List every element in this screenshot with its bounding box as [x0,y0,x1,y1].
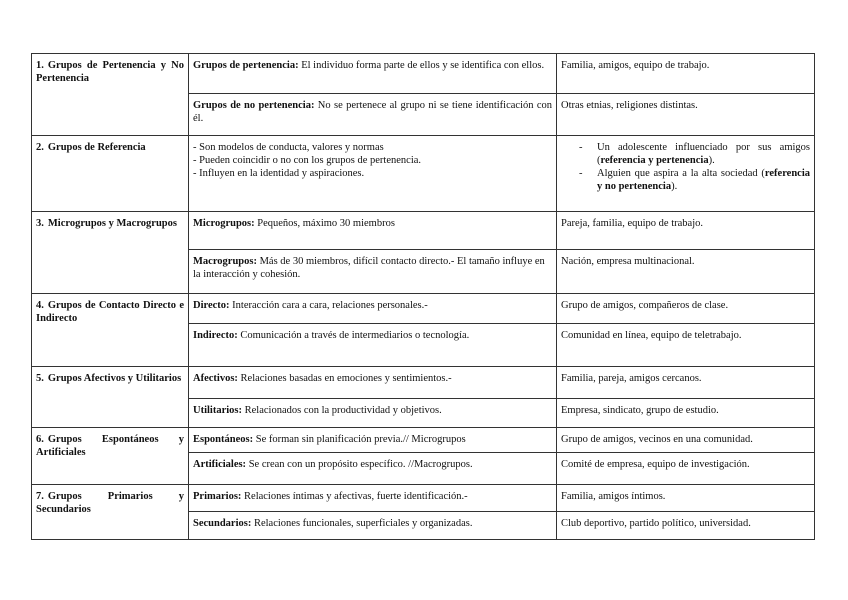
definition-cell: - Son modelos de conducta, valores y normas - Pueden coincidir o no con los grupos de pertenencia. - Influyen en la identidad y aspiraciones. [189,136,557,212]
definition-cell: Utilitarios: Relacionados con la productividad y objetivos. [189,399,557,428]
example-cell: Comunidad en línea, equipo de teletrabajo. [557,324,815,367]
definition-cell: Directo: Interacción cara a cara, relaciones personales.- [189,294,557,324]
table-row [32,294,815,324]
example-cell: Nación, empresa multinacional. [557,250,815,294]
example-cell: Familia, amigos, equipo de trabajo. [557,54,815,94]
category-cell: 4. Grupos de Contacto Directo e Indirecto [32,294,189,367]
example-cell: Familia, amigos íntimos. [557,485,815,512]
example-cell: Otras etnias, religiones distintas. [557,94,815,136]
category-cell: 1. Grupos de Pertenencia y No Pertenencia [32,54,189,136]
category-cell: 3. Microgrupos y Macrogrupos [32,212,189,294]
category-cell: 2. Grupos de Referencia [32,136,189,212]
example-cell: Pareja, familia, equipo de trabajo. [557,212,815,250]
definition-cell: Secundarios: Relaciones funcionales, superficiales y organizadas. [189,512,557,540]
example-cell: Grupo de amigos, vecinos en una comunidad. [557,428,815,453]
table-row [32,136,815,212]
definition-cell: Artificiales: Se crean con un propósito específico. //Macrogrupos. [189,453,557,485]
table-row [32,428,815,453]
table-row [32,212,815,250]
definition-cell: Indirecto: Comunicación a través de intermediarios o tecnología. [189,324,557,367]
definition-cell: Microgrupos: Pequeños, máximo 30 miembros [189,212,557,250]
group-types-table [31,53,815,540]
table-row [32,367,815,399]
example-cell [557,136,815,212]
example-cell: Comité de empresa, equipo de investigación. [557,453,815,485]
list-item: - Alguien que aspira a la alta sociedad (referencia y no pertenencia). [597,167,810,193]
definition-cell: Grupos de no pertenencia: No se pertenece al grupo ni se tiene identificación con él. [189,94,557,136]
definition-cell: Espontáneos: Se forman sin planificación previa.// Microgrupos [189,428,557,453]
definition-cell: Grupos de pertenencia: El individuo forma parte de ellos y se identifica con ellos. [189,54,557,94]
table-row [32,54,815,94]
example-cell: Grupo de amigos, compañeros de clase. [557,294,815,324]
definition-cell: Afectivos: Relaciones basadas en emociones y sentimientos.- [189,367,557,399]
definition-cell: Primarios: Relaciones íntimas y afectivas, fuerte identificación.- [189,485,557,512]
example-cell: Familia, pareja, amigos cercanos. [557,367,815,399]
list-item: - Un adolescente influenciado por sus amigos (referencia y pertenencia). [597,141,810,167]
category-cell: 7. Grupos Primarios y Secundarios [32,485,189,540]
definition-cell: Macrogrupos: Más de 30 miembros, difícil contacto directo.- El tamaño influye en la interacción y cohesión. [189,250,557,294]
category-cell: 6. Grupos Espontáneos y Artificiales [32,428,189,485]
category-cell: 5. Grupos Afectivos y Utilitarios [32,367,189,428]
example-cell: Club deportivo, partido político, universidad. [557,512,815,540]
table-row [32,485,815,512]
example-cell: Empresa, sindicato, grupo de estudio. [557,399,815,428]
